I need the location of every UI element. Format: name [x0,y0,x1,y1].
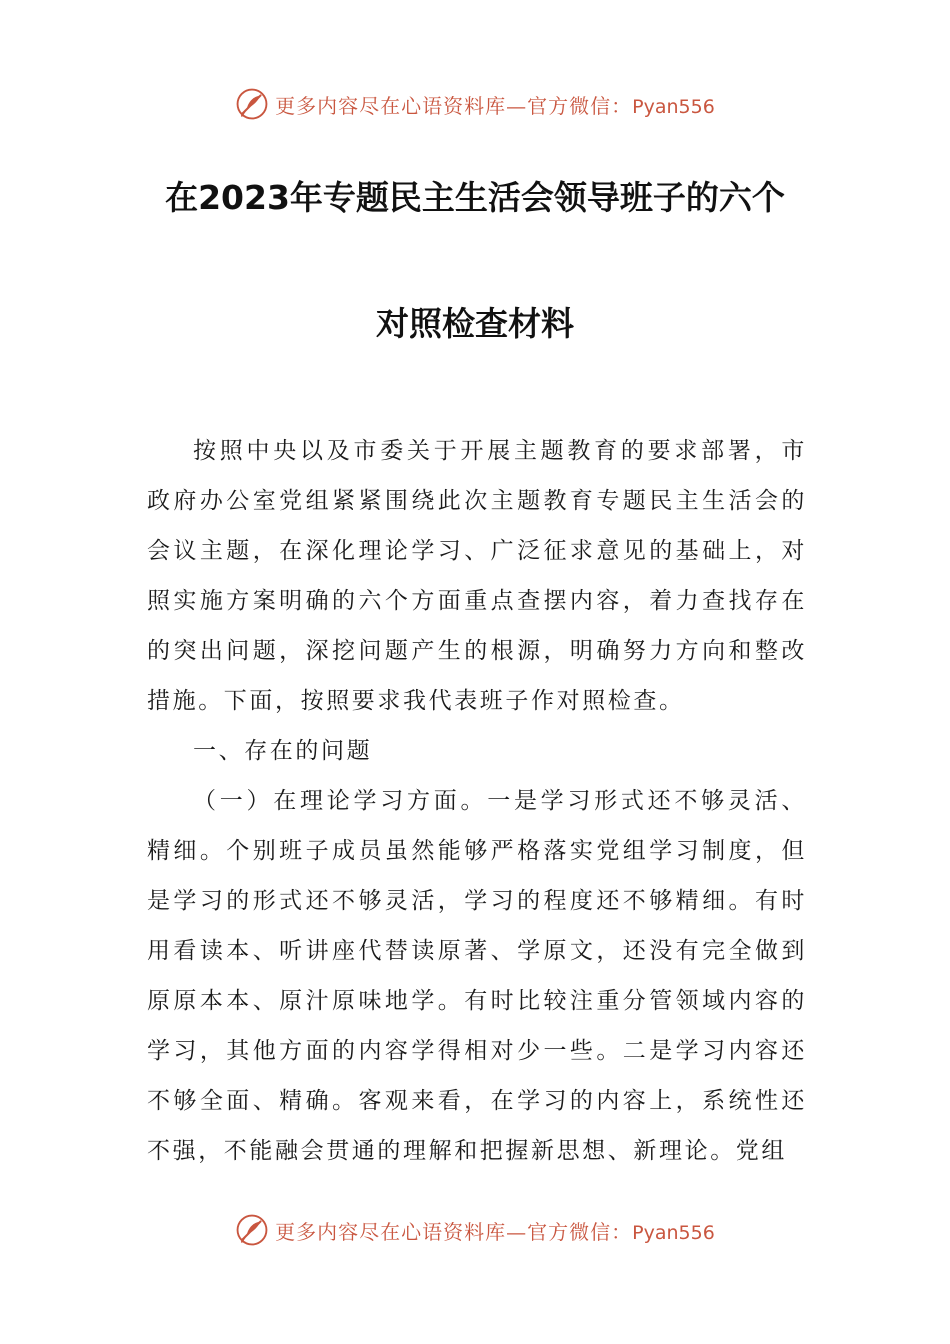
wechat-id: Pyan556 [632,1221,715,1244]
document-title-line-1: 在2023年专题民主生活会领导班子的六个 [165,178,785,217]
document-body [147,426,807,1176]
watermark-text: 更多内容尽在心语资料库—官方微信：Pyan556 [275,93,715,118]
paragraph-theory-study: （一）在理论学习方面。一是学习形式还不够灵活、精细。个别班子成员虽然能够严格落实党组学习制度，但是学习的形式还不够灵活，学习的程度还不够精细。有时用看读本、听讲座代替读原著、学原文，还没有完全做到原原本本、原汁原味地学。有时比较注重分管领域内容的学习，其他方面的内容学得相对少一些。二是学习内容还不够全面、精确。客观来看，在学习的内容上，系统性还不强，不能融会贯通的理解和把握新思想、新理论。党组 [147,788,807,1164]
document-title-line-2: 对照检查材料 [376,304,574,343]
quill-logo-icon [235,1213,269,1247]
wechat-id: Pyan556 [632,95,715,118]
header-watermark [0,82,950,126]
section-heading: 一、存在的问题 [193,738,373,764]
paragraph-intro: 按照中央以及市委关于开展主题教育的要求部署，市政府办公室党组紧紧围绕此次主题教育专题民主生活会的会议主题，在深化理论学习、广泛征求意见的基础上，对照实施方案明确的六个方面重点查摆内容，着力查找存在的突出问题，深挖问题产生的根源，明确努力方向和整改措施。下面，按照要求我代表班子作对照检查。 [147,438,807,714]
quill-logo-icon [235,87,269,121]
footer-watermark [0,1208,950,1252]
watermark-text: 更多内容尽在心语资料库—官方微信：Pyan556 [275,1219,715,1244]
